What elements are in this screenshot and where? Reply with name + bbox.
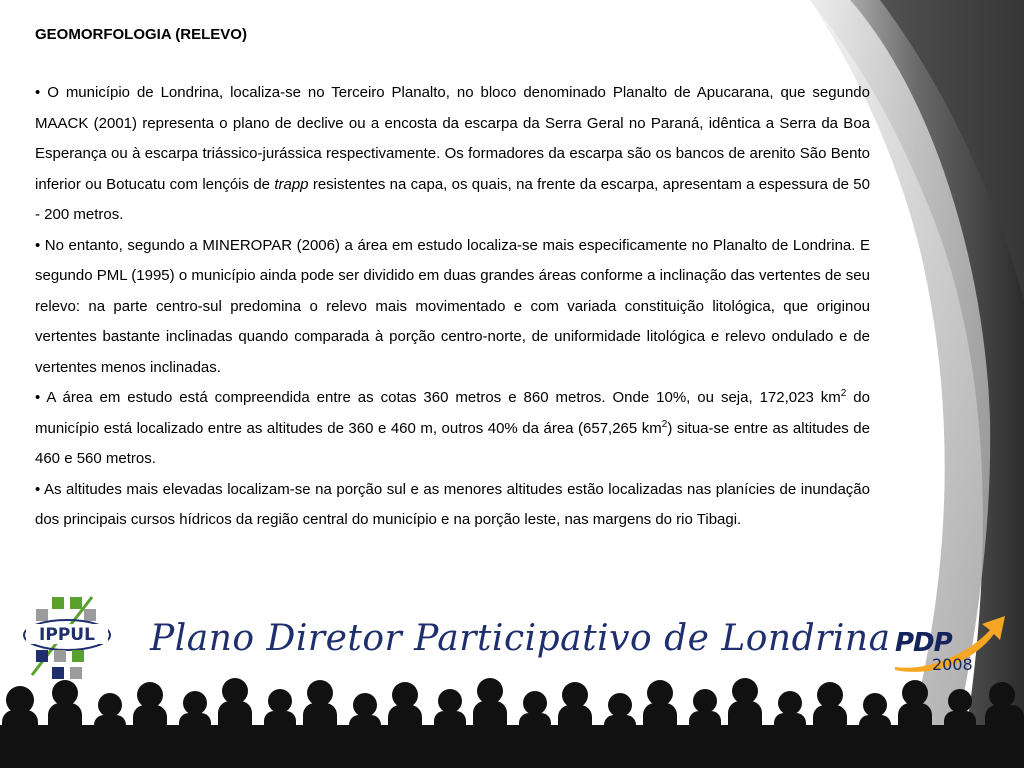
- crowd-silhouette: [0, 665, 1024, 768]
- paragraph-1: • O município de Londrina, localiza-se no Terceiro Planalto, no bloco denominado Planalto de Apucarana, que segundo MAACK (2001) representa o plano de declive ou a encosta da escarpa da Serra Geral no Paraná, idêntica a Serra da Boa Esperança ou à escarpa triássico-jurássica respectivamente. Os formadores da escarpa são os bancos de arenito São Bento inferior ou Botucatu com lençóis de trapp resistentes na capa, os quais, na frente da escarpa, apresentam a espessura de 50 - 200 metros.: [35, 84, 870, 223]
- page-heading: GEOMORFOLOGIA (RELEVO): [35, 26, 247, 43]
- pdp-logo-year: 2008: [932, 655, 973, 674]
- footer-title: Plano Diretor Participativo de Londrina: [150, 618, 891, 659]
- pdp-logo-text: PDP: [895, 628, 952, 658]
- paragraph-3: • A área em estudo está compreendida entre as cotas 360 metros e 860 metros. Onde 10%, ou seja, 172,023 $km^2$ do município está localizado entre as altitudes de 360 e 460 m, outros 40% da área (657,265 $km^2$) situa-se entre as altitudes de 460 e 560 metros.: [35, 388, 870, 467]
- paragraph-4: • As altitudes mais elevadas localizam-se na porção sul e as menores altitudes estão localizadas nas planícies de inundação dos principais cursos hídricos da região central do município e na porção leste, nas margens do rio Tibagi.: [35, 480, 870, 528]
- content-area: [35, 22, 870, 536]
- svg-text:IPPUL: IPPUL: [39, 625, 95, 645]
- paragraph-2: • No entanto, segundo a MINEROPAR (2006) a área em estudo localiza-se mais especificamente no Planalto de Londrina. E segundo PML (1995) o município ainda pode ser dividido em duas grandes áreas conforme a inclinação das vertentes de seu relevo: na parte centro-sul predomina o relevo mais movimentado e com variada constituição litológica, que originou vertentes bastante inclinadas quando comparada à porção centro-norte, de uniformidade litológica e relevo ondulado e de vertentes menos inclinadas.: [35, 236, 870, 376]
